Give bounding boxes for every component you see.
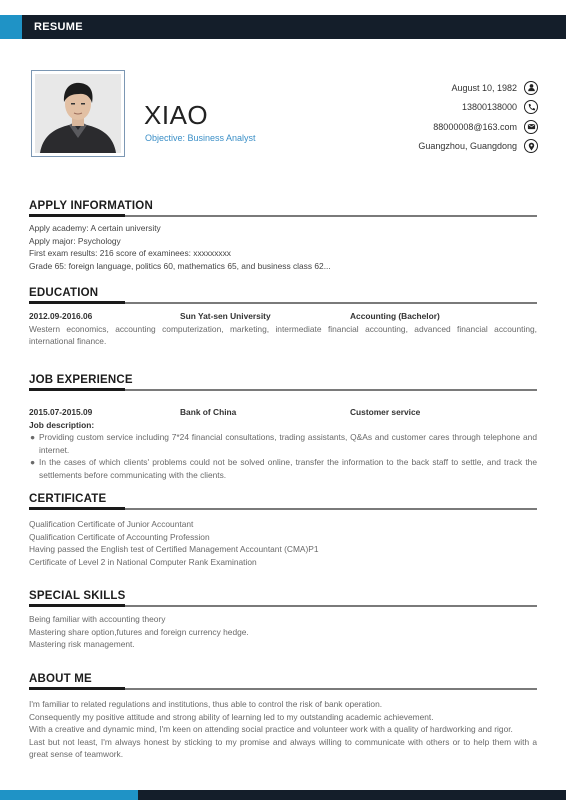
contact-list xyxy=(318,78,538,156)
about-line: Consequently my positive attitude and strong ability of learning led to my outstanding academic achievement. xyxy=(29,711,434,722)
certificate-section xyxy=(29,491,537,568)
location-pin-icon xyxy=(524,139,538,153)
certificate-body xyxy=(29,518,537,568)
grade-line: Grade 65: foreign language, politics 60, mathematics 65, and business class 62... xyxy=(29,260,331,271)
job-experience-section xyxy=(29,372,537,482)
section-divider xyxy=(29,688,537,690)
footer-bar xyxy=(0,790,566,800)
section-divider xyxy=(29,389,537,391)
section-title: EDUCATION xyxy=(29,287,99,299)
job-description-label: Job description: xyxy=(29,419,95,430)
location-text: Guangzhou, Guangdong xyxy=(418,141,517,151)
about-me-body xyxy=(29,698,537,761)
section-title: SPECIAL SKILLS xyxy=(29,590,126,602)
skill-line: Mastering share option,futures and foreign currency hedge. xyxy=(29,626,249,637)
email-text: 88000008@163.com xyxy=(433,121,517,132)
about-line: I'm familiar to related regulations and institutions, thus able to control the risk of bank operation. xyxy=(29,699,383,709)
apply-academy-line: Apply academy: A certain university xyxy=(29,223,161,233)
job-bullet xyxy=(29,431,537,456)
job-experience-body xyxy=(29,406,537,482)
phone-text: 13800138000 xyxy=(461,102,517,112)
job-position: Customer service xyxy=(350,407,421,417)
certificate-line: Certificate of Level 2 in National Computer Rank Examination xyxy=(29,556,257,567)
job-date: 2015.07-2015.09 xyxy=(29,407,93,417)
apply-information-section xyxy=(29,198,537,272)
header-dark-block xyxy=(22,15,566,39)
candidate-name: XIAO xyxy=(144,100,209,130)
apply-information-body xyxy=(29,222,537,272)
footer-accent-block xyxy=(0,790,138,800)
contact-birthdate xyxy=(318,78,538,97)
section-title: CERTIFICATE xyxy=(29,493,107,505)
education-date: 2012.09-2016.06 xyxy=(29,311,93,321)
section-divider xyxy=(29,508,537,510)
section-divider xyxy=(29,302,537,304)
education-description: Western economics, accounting computerization, marketing, intermediate financial accounting, advanced financial accounting, international finance. xyxy=(29,323,537,347)
certificate-line: Having passed the English test of Certified Management Accountant (CMA)P1 xyxy=(29,544,319,555)
contact-phone xyxy=(318,98,538,117)
education-section xyxy=(29,285,537,348)
bullet-icon: ● xyxy=(30,432,36,443)
special-skills-body xyxy=(29,613,537,651)
education-major: Accounting (Bachelor) xyxy=(350,311,440,321)
section-title: APPLY INFORMATION xyxy=(29,200,153,212)
special-skills-section xyxy=(29,588,537,651)
education-entry-header xyxy=(29,310,537,323)
contact-location xyxy=(318,137,538,156)
apply-major-line: Apply major: Psychology xyxy=(29,235,121,246)
header-bar xyxy=(0,15,566,39)
portrait-image xyxy=(35,74,121,153)
email-icon xyxy=(524,120,538,134)
section-divider xyxy=(29,605,537,607)
objective-text: Objective: Business Analyst xyxy=(145,133,256,143)
about-line: Last but not least, I'm always honest by sticking to my promise and always willing to communicate with others or to help them with a great sense of teamwork. xyxy=(29,736,537,760)
contact-email xyxy=(318,117,538,136)
footer-dark-block xyxy=(138,790,566,800)
about-line: With a creative and dynamic mind, I'm keen on attending social practice and volunteer work with a quality of hardworking and rigor. xyxy=(29,724,513,735)
education-body xyxy=(29,310,537,348)
section-title: JOB EXPERIENCE xyxy=(29,374,133,386)
person-icon xyxy=(524,81,538,95)
birthdate-text: August 10, 1982 xyxy=(451,82,517,93)
section-title: ABOUT ME xyxy=(29,673,92,685)
certificate-line: Qualification Certificate of Junior Accountant xyxy=(29,519,194,529)
profile-photo xyxy=(31,70,125,157)
job-bullet xyxy=(29,456,537,481)
skill-line: Being familiar with accounting theory xyxy=(29,614,166,624)
resume-label: RESUME xyxy=(34,21,83,33)
job-bullet-text: Providing custom service including 7*24 financial consultations, trading assistants, Q&As and customer cares through telephone and internet. xyxy=(39,432,537,455)
job-company: Bank of China xyxy=(180,407,237,417)
job-bullet-text: In the cases of which clients' problems could not be solved online, transfer the information to the back staff to settle, and track the settlements before communicating with the clients. xyxy=(39,457,537,480)
education-school: Sun Yat-sen University xyxy=(180,311,271,321)
job-entry-header xyxy=(29,406,537,419)
section-divider xyxy=(29,215,537,217)
skill-line: Mastering risk management. xyxy=(29,639,135,650)
phone-icon xyxy=(524,100,538,114)
certificate-line: Qualification Certificate of Accounting Profession xyxy=(29,531,210,542)
about-me-section xyxy=(29,671,537,761)
bullet-icon: ● xyxy=(30,457,36,468)
exam-results-line: First exam results: 216 score of examinees: xxxxxxxxx xyxy=(29,248,231,259)
header-accent-block xyxy=(0,15,22,39)
